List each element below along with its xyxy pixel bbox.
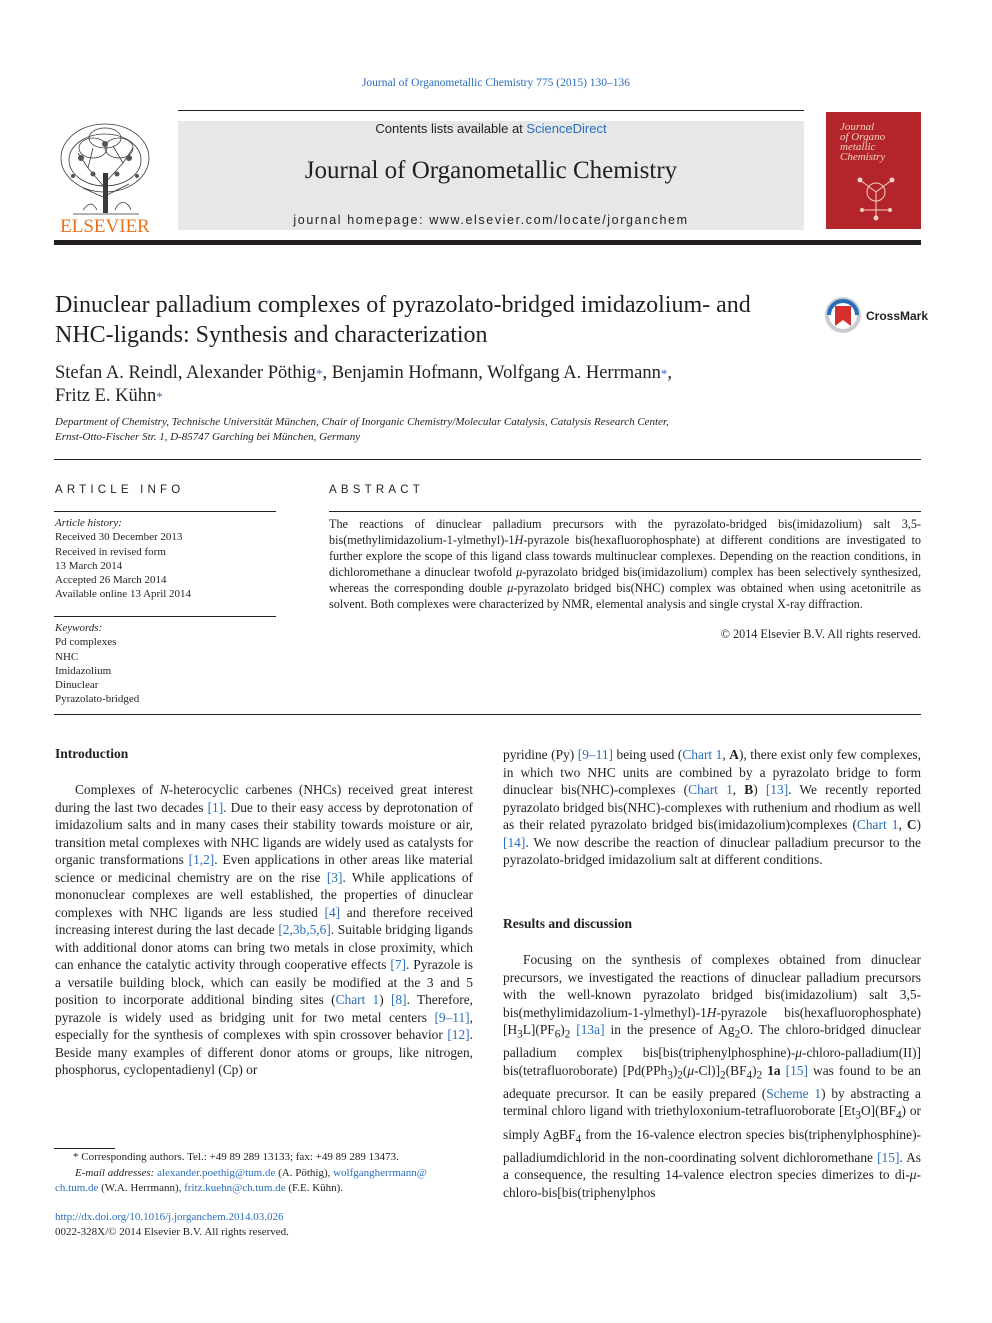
doi-link[interactable]: http://dx.doi.org/10.1016/j.jorganchem.2014.03.026 [55,1211,284,1223]
history-item: Available online 13 April 2014 [55,588,192,601]
citation-link[interactable]: [2,3b,5,6] [278,922,331,937]
info-rule [54,511,276,512]
introduction-paragraph-continued: pyridine (Py) [9–11] being used (Chart 1, A), there exist only few complexes, in which two NHC units are combined by a pyrazolato bridge to form dinuclear bis(NHC)-complexes (Chart 1, B) [13]. We recently reported pyrazolato bridged bis(NHC)-complexes with ruthenium and rhodium as well as their related pyrazolato bridged bis(imidazolium)complexes (Chart 1, C) [14]. We now describe the reaction of dinuclear palladium precursor to the pyrazolato-bridged imidazolium salt at different conditions. [503,747,921,867]
corresponding-author-mark[interactable]: * [156,389,163,404]
abstract-rule [329,511,921,512]
history-item: Received in revised form [55,545,166,558]
email-owner: (F.E. Kühn). [285,1182,344,1194]
affiliation [55,415,815,445]
corresponding-footnote: * Corresponding authors. Tel.: +49 89 289 13133; fax: +49 89 289 13473. [73,1151,399,1163]
cover-molecule-graphic [854,170,899,225]
results-heading: Results and discussion [503,916,633,931]
citation-link[interactable]: [1,2] [188,852,215,867]
chart-link[interactable]: Chart 1 [688,782,733,797]
chart-link[interactable]: Chart 1 [856,817,899,832]
info-rule [54,616,276,617]
results-paragraph: Focusing on the synthesis of complexes obtained from dinuclear precursors, we investigated the reactions of dinuclear palladium precursors with the well-known pyrazolato bridged bis(imidazolium) salt 3,5-bis(methylimidazolium-1-ylmethyl)-1H-pyrazole bis(hexafluorophosphate) $[H_3L](PF_6)_2$ [13a] in the presence of $Ag_2O$. The chloro-bridged dinuclear palladium complex bis[bis(triphenylphosphine)-μ-chloro-palladium(II)] bis(tetrafluoroborate) $[Pd(PPh_3)_2(\mu-Cl)]_2(BF_4)_2$ 1a [15] was found to be an adequate precursor. It can be easily prepared (Scheme 1) by abstracting a terminal chloro ligand with triethyloxonium-tetrafluoroborate $[Et_3O](BF_4)$ or simply AgBF$_4$ from the 16-valence electron species bis(triphenylphosphine)-palladiumdichlorid in the non-coordinating solvent dichloromethane [15]. As a consequence, the resulting 14-valence electron species dimerizes to di-μ-chloro-bis[bis(triphenylphos [503,952,922,1200]
footnote-rule [54,1148,115,1149]
email-link[interactable]: fritz.kuehn@ch.tum.de [184,1182,286,1194]
header-rule [178,110,804,111]
keyword: Pd complexes [55,636,117,649]
journal-homepage [178,213,804,227]
abstract-copyright: © 2014 Elsevier B.V. All rights reserved. [720,627,921,641]
citation-link[interactable]: [13] [765,782,789,797]
cover-line: Journal [840,121,875,133]
citation-link[interactable]: [1] [207,799,224,815]
citation-link[interactable]: [9–11] [577,747,613,762]
cover-line: of Organo [840,131,886,143]
header-thick-rule [54,240,921,245]
history-item: 13 March 2014 [55,559,123,572]
email-link[interactable]: alexander.poethig@tum.de [157,1166,276,1179]
author-separator: , [667,363,672,383]
article-info-heading: ARTICLE INFO [55,484,185,496]
corresponding-text: Corresponding authors. Tel.: +49 89 289 13133; fax: +49 89 289 13473. [81,1151,399,1163]
crossmark-label[interactable]: CrossMark [866,309,929,323]
article-title: Dinuclear palladium complexes of pyrazolato-bridged imidazolium- and NHC-ligands: Synthesis and characterization [55,292,751,348]
author-list [55,362,815,408]
author-name[interactable]: Stefan A. Reindl [55,363,178,383]
article-history [55,516,277,602]
history-item: Accepted 26 March 2014 [55,574,167,587]
keyword: Imidazolium [55,664,112,677]
corresponding-author-mark[interactable]: * [660,366,668,381]
abstract-text: The reactions of dinuclear palladium precursors with the pyrazolato-bridged bis(imidazolium) salt 3,5-bis(methylimidazolium-1-ylmethyl)-1H-pyrazole bis(hexafluorophosphate) at different conditions are investigated to further explore the scope of this ligand class towards multinuclear complexes. Depending on the reaction conditions, in dichloromethane a dinuclear twofold μ-pyrazolato bridged bis(imidazolium) complex has been selectively synthesized, whereas the corresponding double μ-pyrazolato bridged bis(NHC) complex was obtained when using acetonitrile as solvent. Both complexes were characterized by NMR, elemental analysis and single crystal X-ray diffraction. [329,517,922,611]
citation-link[interactable]: [8] [390,992,407,1007]
cover-title [840,122,920,162]
journal-title: Journal of Organometallic Chemistry [304,157,678,184]
email-footnote-continued [55,1181,475,1197]
citation-link[interactable]: [13a] [576,1022,605,1037]
email-label: E-mail addresses: [75,1166,155,1179]
abstract-heading: ABSTRACT [329,484,424,496]
keyword: Dinuclear [55,679,99,692]
keywords [55,621,277,707]
email-owner: (A. Pöthig), [275,1166,334,1179]
affiliation-line: Department of Chemistry, Technische Universität München, Chair of Inorganic Chemistry/Molecular Catalysis, Catalysis Research Center, [55,416,669,428]
introduction-heading: Introduction [55,746,129,761]
author-separator: , [478,363,488,383]
author-separator: , [177,363,187,383]
author-name[interactable]: Wolfgang A. Herrmann [487,363,661,383]
issn-copyright: 0022-328X/© 2014 Elsevier B.V. All rights reserved. [55,1226,289,1238]
citation-link[interactable]: [9–11] [434,1009,470,1025]
contents-prefix: Contents lists available at [375,121,527,136]
email-owner: (W.A. Herrmann), [98,1182,185,1194]
section-rule [54,714,921,715]
history-item: Received 30 December 2013 [55,531,183,544]
author-name[interactable]: Alexander Pöthig [186,363,317,383]
history-label: Article history: [55,517,122,529]
author-separator: , [322,363,332,383]
email-footnote [55,1166,475,1182]
citation-link[interactable]: [14] [503,834,526,850]
scheme-link[interactable]: Scheme 1 [766,1085,822,1101]
cover-line: metallic [840,141,876,153]
citation-link[interactable]: [15] [877,1149,900,1165]
journal-reference-link[interactable]: Journal of Organometallic Chemistry 775 (2015) 130–136 [361,77,631,89]
cover-line: Chemistry [840,151,886,163]
citation-link[interactable]: [3] [326,869,343,885]
author-name[interactable]: Fritz E. Kühn [55,386,157,406]
homepage-prefix: journal homepage: [293,213,430,227]
citation-link[interactable]: [12] [447,1027,470,1042]
section-rule [54,459,921,460]
email-link[interactable]: ch.tum.de [55,1182,99,1194]
corresponding-author-mark[interactable]: * [316,366,323,381]
citation-link[interactable]: [15] [785,1062,808,1078]
chart-link[interactable]: Chart 1 [682,747,723,762]
citation-link[interactable]: [7] [390,957,406,972]
affiliation-line: Ernst-Otto-Fischer Str. 1, D-85747 Garching bei München, Germany [55,431,361,443]
footnotes [55,1150,475,1197]
elsevier-logo [53,118,157,236]
sciencedirect-link[interactable]: ScienceDirect [526,121,607,136]
keyword: NHC [55,650,79,663]
keyword: Pyrazolato-bridged [55,693,140,706]
journal-cover-image[interactable] [826,112,921,229]
contents-line [178,121,804,136]
chart-link[interactable]: Chart 1 [335,992,380,1007]
introduction-paragraph: Complexes of N-heterocyclic carbenes (NHCs) received great interest during the last two decades [1]. Due to their easy access by deprotonation of imidazolium salts and in many cases their stability towards moisture or air, transition metal complexes with NHC ligands are widely used as catalysts for organic transformations [1,2]. Even applications in other areas like material science or medicinal chemistry are on the rise [3]. While applications of mononuclear complexes are well established, the properties of dinuclear complexes with NHC ligands are less studied [4] and therefore received increasing interest during the last decade [2,3b,5,6]. Suitable bridging ligands with additional donor atoms can bring two metals in close proximity, which can enhance the catalytic activity through cooperative effects [7]. Pyrazole is a versatile building block, which can easily be modified at the 3 and 5 position to incorporate additional binding sites (Chart 1) [8]. Therefore, pyrazole is widely used as bridging unit for two metal centers [9–11], especially for the synthesis of complexes with spin crossover behavior [12]. Beside many examples of different donor atoms or groups, like nitrogen, phosphorus, cyclopentadienyl (Cp) or [55,782,474,1077]
homepage-url-link[interactable]: www.elsevier.com/locate/jorganchem [429,213,689,227]
author-name[interactable]: Benjamin Hofmann [331,363,479,383]
citation-link[interactable]: [4] [324,904,341,920]
keywords-label: Keywords: [55,622,103,634]
email-link[interactable]: wolfgangherrmann@ [333,1166,427,1179]
elsevier-wordmark: ELSEVIER [60,216,150,236]
